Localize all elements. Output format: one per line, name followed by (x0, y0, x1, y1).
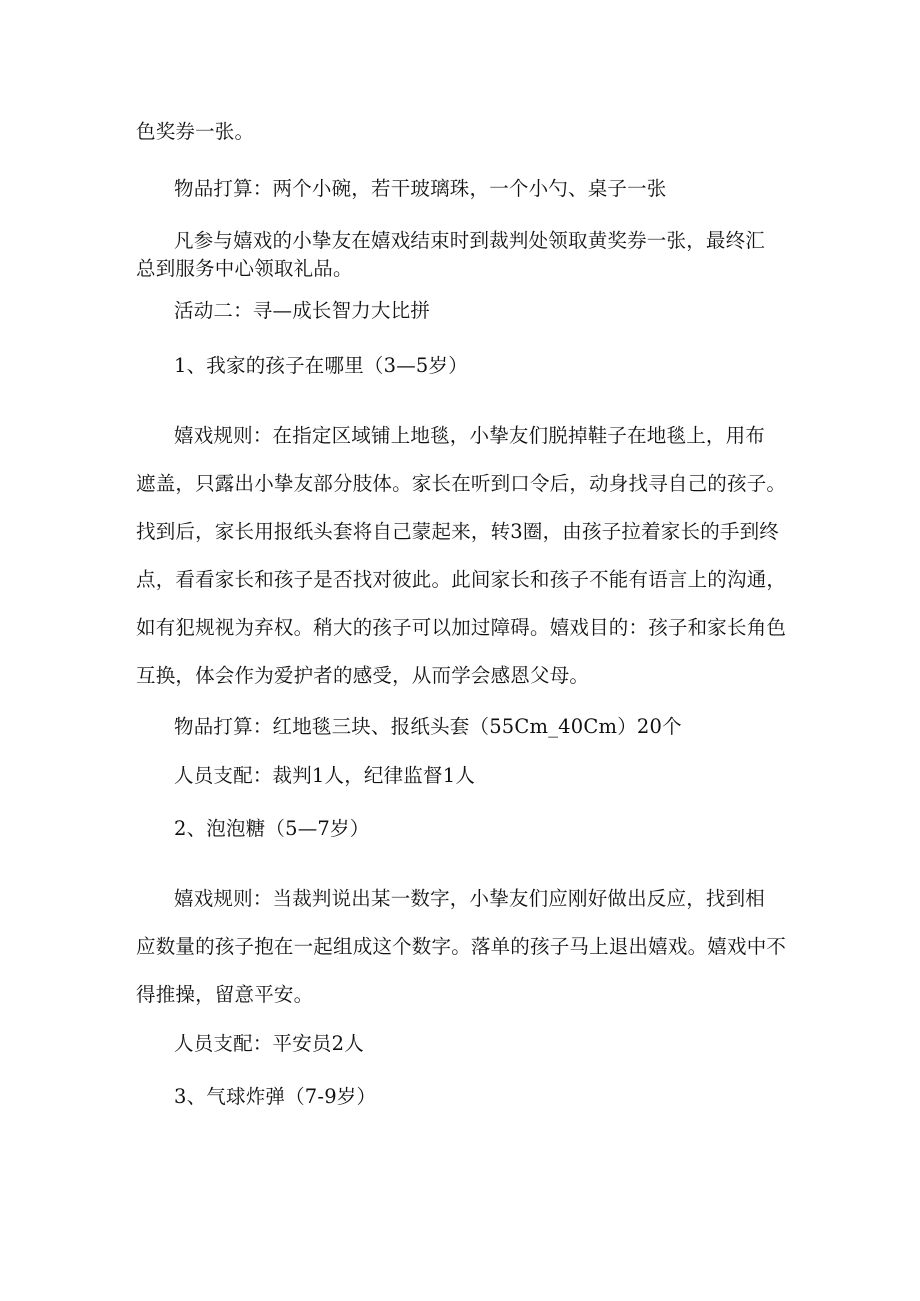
text-line: 找到后，家长用报纸头套将自己蒙起来，转3圈，由孩子拉着家长的手到终 (136, 520, 780, 543)
text-line: 得推操，留意平安。 (136, 983, 314, 1006)
section-heading: 活动二：寻—成长智力大比拼 (174, 299, 431, 322)
subsection-heading: 3、气球炸弹（7-9岁） (174, 1085, 377, 1108)
text-line: 色奖券一张。 (136, 120, 255, 143)
text-line: 应数量的孩子抱在一起组成这个数字。落单的孩子马上退出嬉戏。嬉戏中不 (136, 935, 787, 958)
text-line: 物品打算：红地毯三块、报纸头套（55Cm_40Cm）20个 (174, 715, 682, 738)
text-line: 遮盖，只露出小挚友部分肢体。家长在听到口令后，动身找寻自己的孩子。 (136, 472, 787, 495)
text-line: 物品打算：两个小碗，若干玻璃珠，一个小勺、桌子一张 (174, 177, 667, 200)
text-line: 人员支配：裁判1人，纪律监督1人 (174, 764, 476, 787)
subsection-heading: 2、泡泡糖（5—7岁） (174, 817, 370, 840)
text-line: 嬉戏规则：当裁判说出某一数字，小挚友们应刚好做出反应，找到相 (174, 887, 766, 910)
text-line: 如有犯规视为弃权。稍大的孩子可以加过障碍。嬉戏目的：孩子和家长角色 (136, 616, 787, 639)
text-line: 凡参与嬉戏的小挚友在嬉戏结束时到裁判处领取黄奖券一张，最终汇 (174, 229, 766, 252)
text-line: 点，看看家长和孩子是否找对彼此。此间家长和孩子不能有语言上的沟通， (136, 568, 787, 591)
text-line: 总到服务中心领取礼品。 (136, 257, 353, 280)
text-line: 嬉戏规则：在指定区域铺上地毯，小挚友们脱掉鞋子在地毯上，用布 (174, 424, 766, 447)
text-line: 人员支配：平安员2人 (174, 1032, 364, 1055)
subsection-heading: 1、我家的孩子在哪里（3—5岁） (174, 354, 468, 377)
text-line: 互换，体会作为爱护者的感受，从而学会感恩父母。 (136, 664, 590, 687)
